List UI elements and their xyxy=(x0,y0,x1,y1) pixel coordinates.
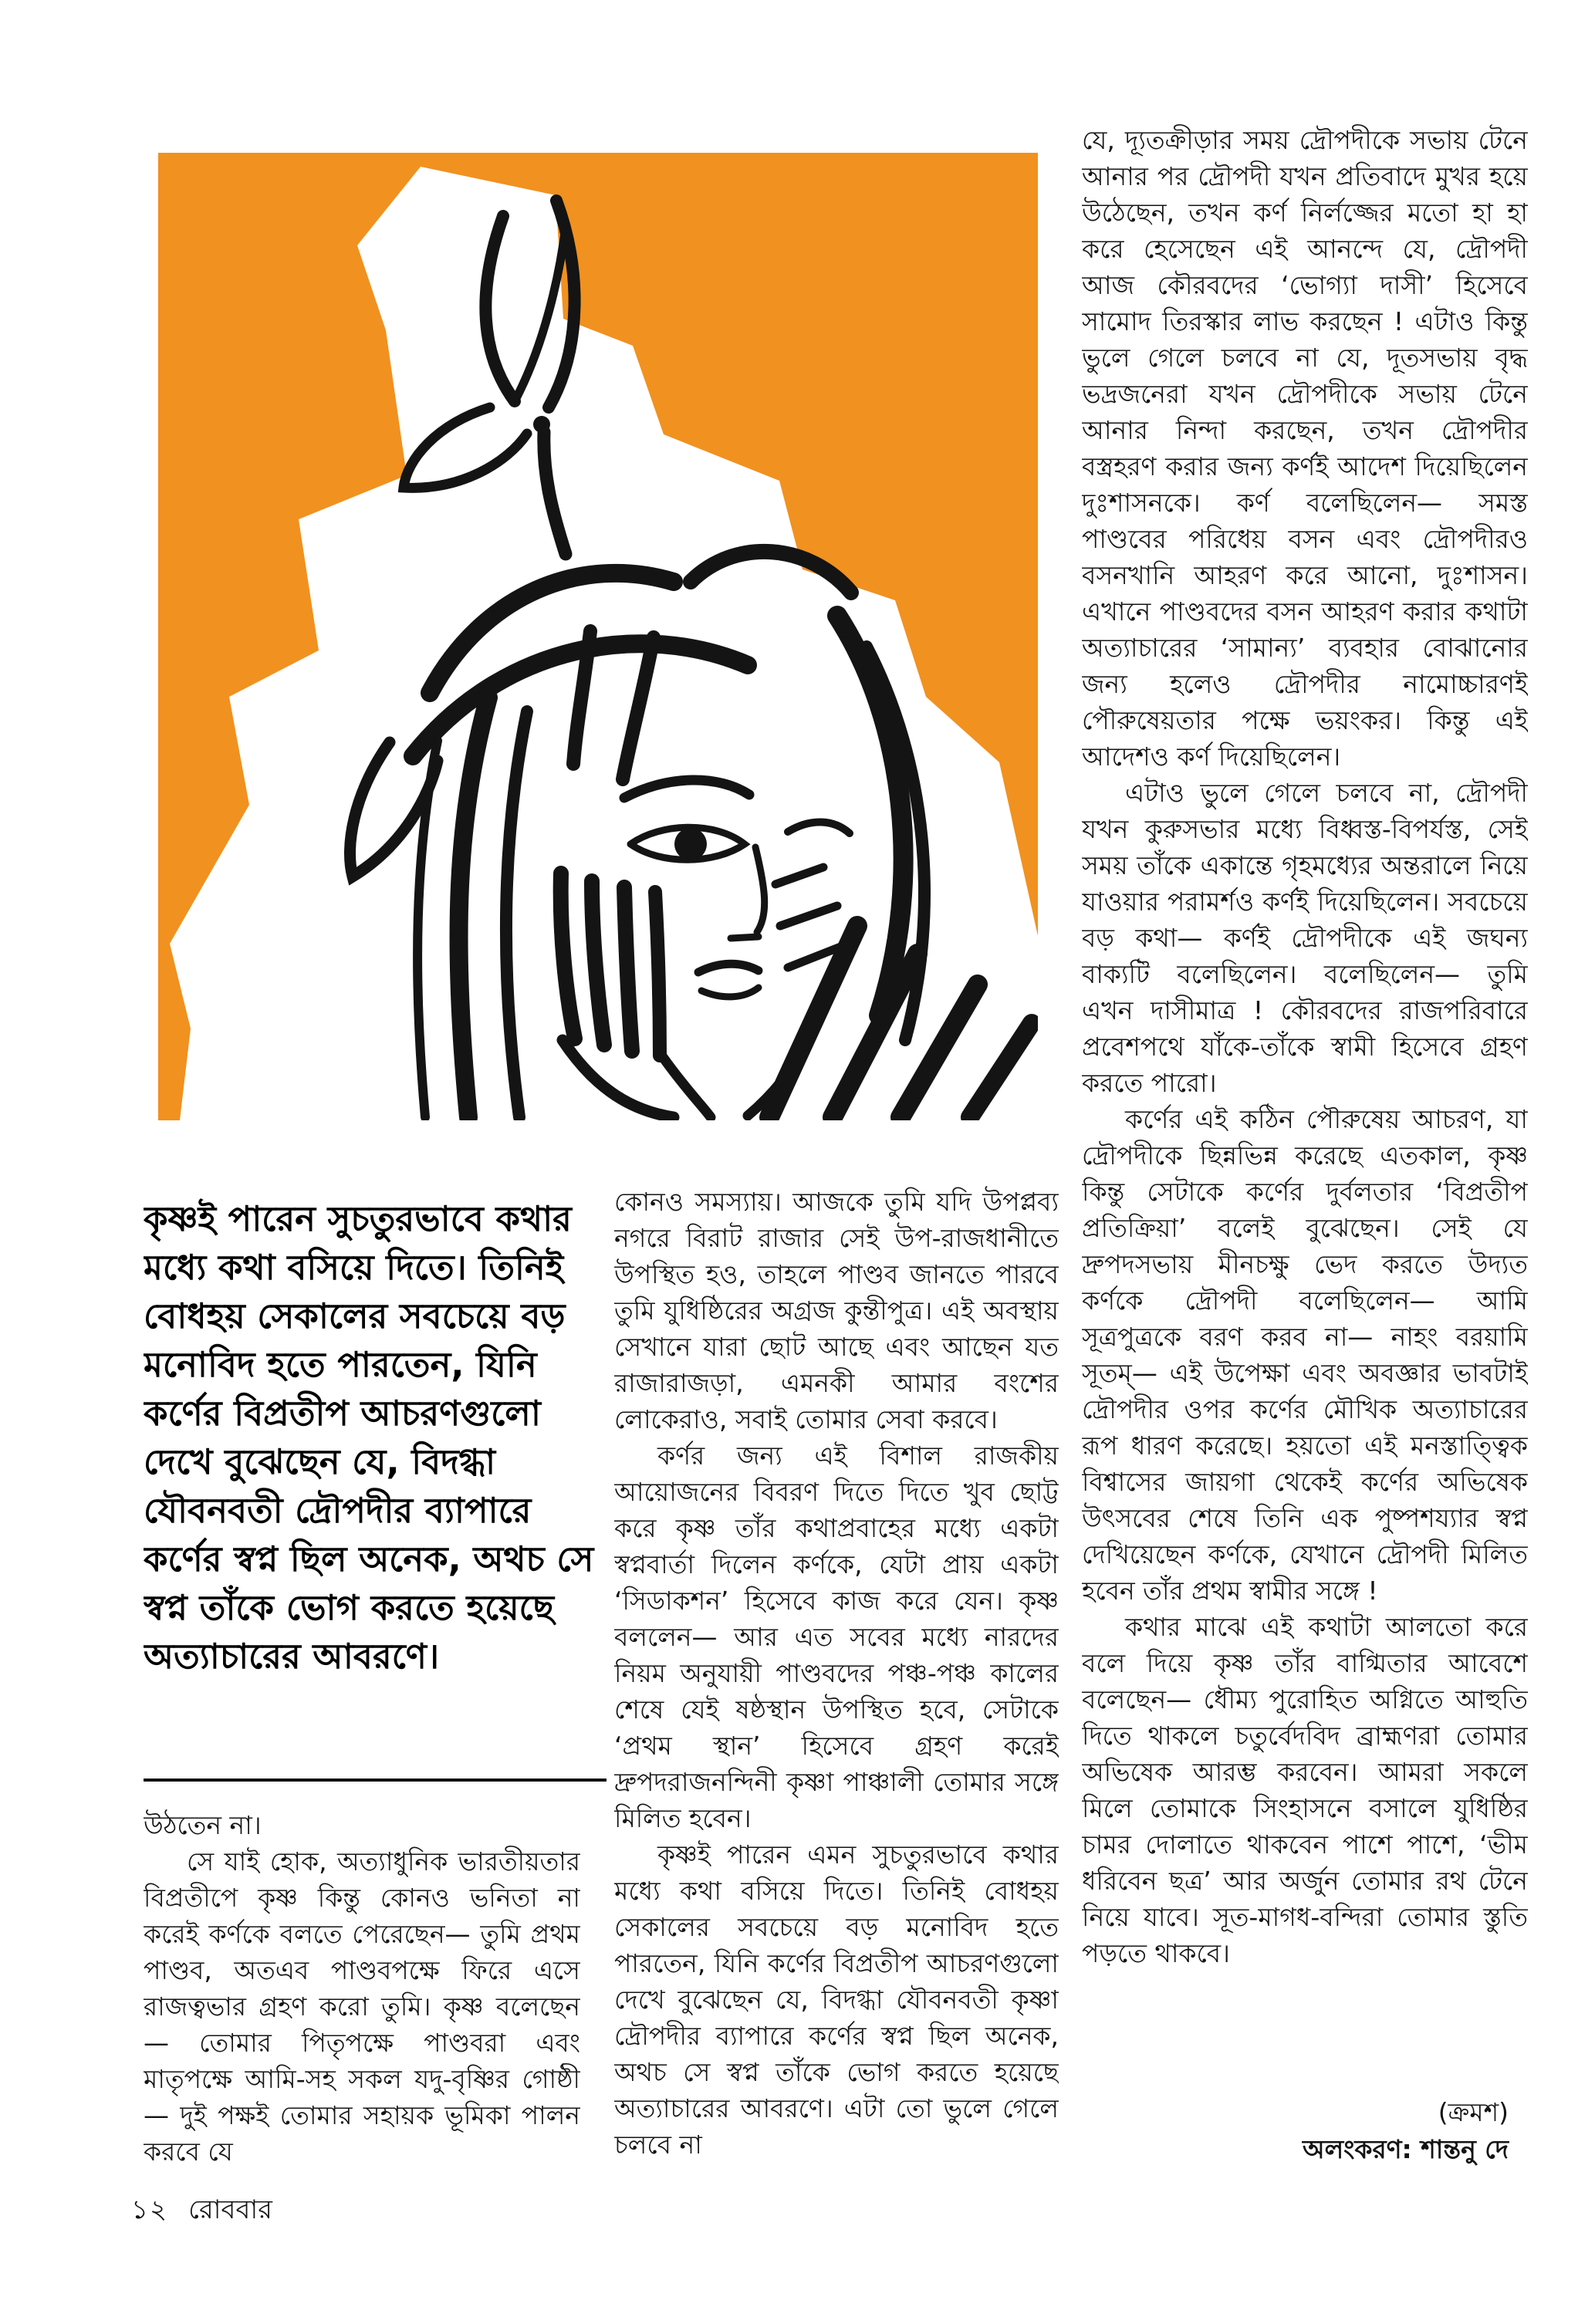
body-paragraph: কর্ণর জন্য এই বিশাল রাজকীয় আয়োজনের বিবরণ দিতে দিতে খুব ছোট্ট করে কৃষ্ণ তাঁর কথাপ্রবাহের মধ্যে একটা স্বপ্নবার্তা দিলেন কর্ণকে, যেটা প্রায় একটা ‘সিডাকশন’ হিসেবে কাজ করে যেন। কৃষ্ণ বললেন— আর এত সবের মধ্যে নারদের নিয়ম অনুযায়ী পাণ্ডবদের পঞ্চ-পঞ্চ কালের শেষে যেই ষষ্ঠস্থান উপস্থিত হবে, সেটাকে ‘প্রথম স্থান’ হিসেবে গ্রহণ করেই দ্রুপদরাজনন্দিনী কৃষ্ণা পাঞ্চালী তোমার সঙ্গে মিলিত হবেন। xyxy=(614,1441,1059,1833)
page-footer xyxy=(131,2190,272,2234)
body-paragraph: এটাও ভুলে গেলে চলবে না, দ্রৌপদী যখন কুরুসভার মধ্যে বিধ্বস্ত-বিপর্যস্ত, সেই সময় তাঁকে একান্তে গৃহমধ্যের অন্তরালে নিয়ে যাওয়ার পরামর্শও কর্ণই দিয়েছিলেন। সবচেয়ে বড় কথা— কর্ণই দ্রৌপদীকে এই জঘন্য বাক্যটি বলেছিলেন। বলেছিলেন— তুমি এখন দাসীমাত্র ! কৌরবদের রাজপরিবারে প্রবেশপথে যাঁকে-তাঁকে স্বামী হিসেবে গ্রহণ করতে পারো। xyxy=(1082,778,1528,1098)
body-paragraph: কৃষ্ণই পারেন এমন সুচতুরভাবে কথার মধ্যে কথা বসিয়ে দিতে। তিনিই বোধহয় সেকালের সবচেয়ে বড় মনোবিদ হতে পারতেন, যিনি কর্ণের বিপ্রতীপ আচরণগুলো দেখে বুঝেছেন যে, বিদগ্ধা যৌবনবতী কৃষ্ণা দ্রৌপদীর ব্যাপারে কর্ণের স্বপ্ন ছিল অনেক, অথচ সে স্বপ্ন তাঁকে ভোগ করতে হয়েছে অত্যাচারের আবরণে। এটা তো ভুলে গেলে চলবে না xyxy=(614,1839,1059,2160)
eye-pupil xyxy=(674,828,707,860)
body-paragraph: কোনও সমস্যায়। আজকে তুমি যদি উপপ্লব্য নগরে বিরাট রাজার সেই উপ-রাজধানীতে উপস্থিত হও, তাহলে পাণ্ডব জানতে পারবে তুমি যুধিষ্ঠিরের অগ্রজ কুন্তীপুত্র। এই অবস্থায় সেখানে যারা ছোট আছে এবং আছেন যত রাজারাজড়া, এমনকী আমার বংশের লোকেরাও, সবাই তোমার সেবা করবে। xyxy=(614,1187,1059,1434)
article-column-right xyxy=(1082,122,1528,2086)
pull-quote: কৃষ্ণই পারেন সুচতুরভাবে কথার মধ্যে কথা বসিয়ে দিতে। তিনিই বোধহয় সেকালের সবচেয়ে বড় মনোবিদ হতে পারতেন, যিনি কর্ণের বিপ্রতীপ আচরণগুলো দেখে বুঝেছেন যে, বিদগ্ধা যৌবনবতী দ্রৌপদীর ব্যাপারে কর্ণের স্বপ্ন ছিল অনেক, অথচ সে স্বপ্ন তাঁকে ভোগ করতে হয়েছে অত্যাচারের আবরণে। xyxy=(144,1198,594,1677)
hand-finger-stroke xyxy=(655,892,660,1056)
body-paragraph: কথার মাঝে এই কথাটা আলতো করে বলে দিয়ে কৃষ্ণ তাঁর বাগ্মিতার আবেশে বলেছেন— ধৌম্য পুরোহিত অগ্নিতে আহুতি দিতে থাকলে চতুর্বেদবিদ ব্রাহ্মণরা তোমার অভিষেক আরম্ভ করবেন। আমরা সকলে মিলে তোমাকে সিংহাসনে বসালে যুধিষ্ঠির চামর দোলাতে থাকবেন পাশে পাশে, ‘ভীম ধরিবেন ছত্র’ আর অর্জুন তোমার রথ টেনে নিয়ে যাবে। সূত-মাগধ-বন্দিরা তোমার স্তুতি পড়তে থাকবে। xyxy=(1082,1612,1528,1968)
body-paragraph: সে যাই হোক, অত্যাধুনিক ভারতীয়তার বিপ্রতীপে কৃষ্ণ কিন্তু কোনও ভনিতা না করেই কর্ণকে বলতে পেরেছেন— তুমি প্রথম পাণ্ডব, অতএব পাণ্ডবপক্ষে ফিরে এসে রাজত্বভার গ্রহণ করো তুমি। কৃষ্ণ বলেছেন— তোমার পিতৃপক্ষে পাণ্ডবরা এবং মাতৃপক্ষে আমি-সহ সকল যদু-বৃষ্ণির গোষ্ঠী— দুই পক্ষই তোমার সহায়ক ভূমিকা পালন করবে যে xyxy=(144,1846,580,2167)
body-paragraph: উঠতেন না। xyxy=(144,1810,262,1840)
magazine-name: রোববার xyxy=(188,2194,272,2225)
continuation-marker: (ক্রমশ) xyxy=(1438,2097,1509,2127)
page-number: ১২ xyxy=(131,2194,169,2225)
nostril-stroke xyxy=(731,937,759,938)
krishna-illustration xyxy=(158,153,1038,1120)
pull-quote-divider xyxy=(144,1778,607,1782)
body-paragraph: যে, দ্যূতক্রীড়ার সময় দ্রৌপদীকে সভায় টেনে আনার পর দ্রৌপদী যখন প্রতিবাদে মুখর হয়ে উঠেছেন, তখন কর্ণ নির্লজ্জের মতো হা হা করে হেসেছেন এই আনন্দে যে, দ্রৌপদী আজ কৌরবদের ‘ভোগ্যা দাসী’ হিসেবে সামোদ তিরস্কার লাভ করছেন ! এটাও কিন্তু ভুলে গেলে চলবে না যে, দূতসভায় বৃদ্ধ ভদ্রজনেরা যখন দ্রৌপদীকে সভায় টেনে আনার নিন্দা করছেন, তখন দ্রৌপদীর বস্ত্রহরণ করার জন্য কর্ণই আদেশ দিয়েছিলেন দুঃশাসনকে। কর্ণ বলেছিলেন— সমস্ত পাণ্ডবের পরিধেয় বসন এবং দ্রৌপদীরও বসনখানি আহরণ করে আনো, দুঃশাসন। এখানে পাণ্ডবদের বসন আহরণ করার কথাটা অত্যাচারের ‘সামান্য’ ব্যবহার বোঝানোর জন্য হলেও দ্রৌপদীর নামোচ্চারণই পৌরুষেয়তার পক্ষে ভয়ংকর। কিন্তু এই আদেশও কর্ণ দিয়েছিলেন। xyxy=(1082,125,1528,772)
article-column-middle xyxy=(614,1184,1059,2180)
illustration-credit: অলংকরণ: শান্তনু দে xyxy=(1302,2134,1509,2164)
krishna-illustration-svg xyxy=(158,153,1038,1120)
body-paragraph: কর্ণের এই কঠিন পৌরুষেয় আচরণ, যা দ্রৌপদীকে ছিন্নভিন্ন করেছে এতকাল, কৃষ্ণ কিন্তু সেটাকে কর্ণের দুর্বলতার ‘বিপ্রতীপ প্রতিক্রিয়া’ বলেই বুঝেছেন। সেই যে দ্রুপদসভায় মীনচক্ষু ভেদ করতে উদ্যত কর্ণকে দ্রৌপদী বলেছিলেন— আমি সূত্রপুত্রকে বরণ করব না— নাহং বরয়ামি সূতম্— এই উপেক্ষা এবং অবজ্ঞার ভাবটাই দ্রৌপদীর ওপর কর্ণের মৌখিক অত্যাচারের রূপ ধারণ করেছে। হয়তো এই মনস্তাত্ত্বিক বিশ্বাসের জায়গা থেকেই কর্ণের অভিষেক উৎসবের শেষে তিনি এক পুষ্পশয্যার স্বপ্ন দেখিয়েছেন কর্ণকে, যেখানে দ্রৌপদী মিলিত হবেন তাঁর প্রথম স্বামীর সঙ্গে ! xyxy=(1082,1104,1528,1606)
hand-finger-stroke xyxy=(624,887,632,1051)
article-column-left xyxy=(144,1807,580,2182)
